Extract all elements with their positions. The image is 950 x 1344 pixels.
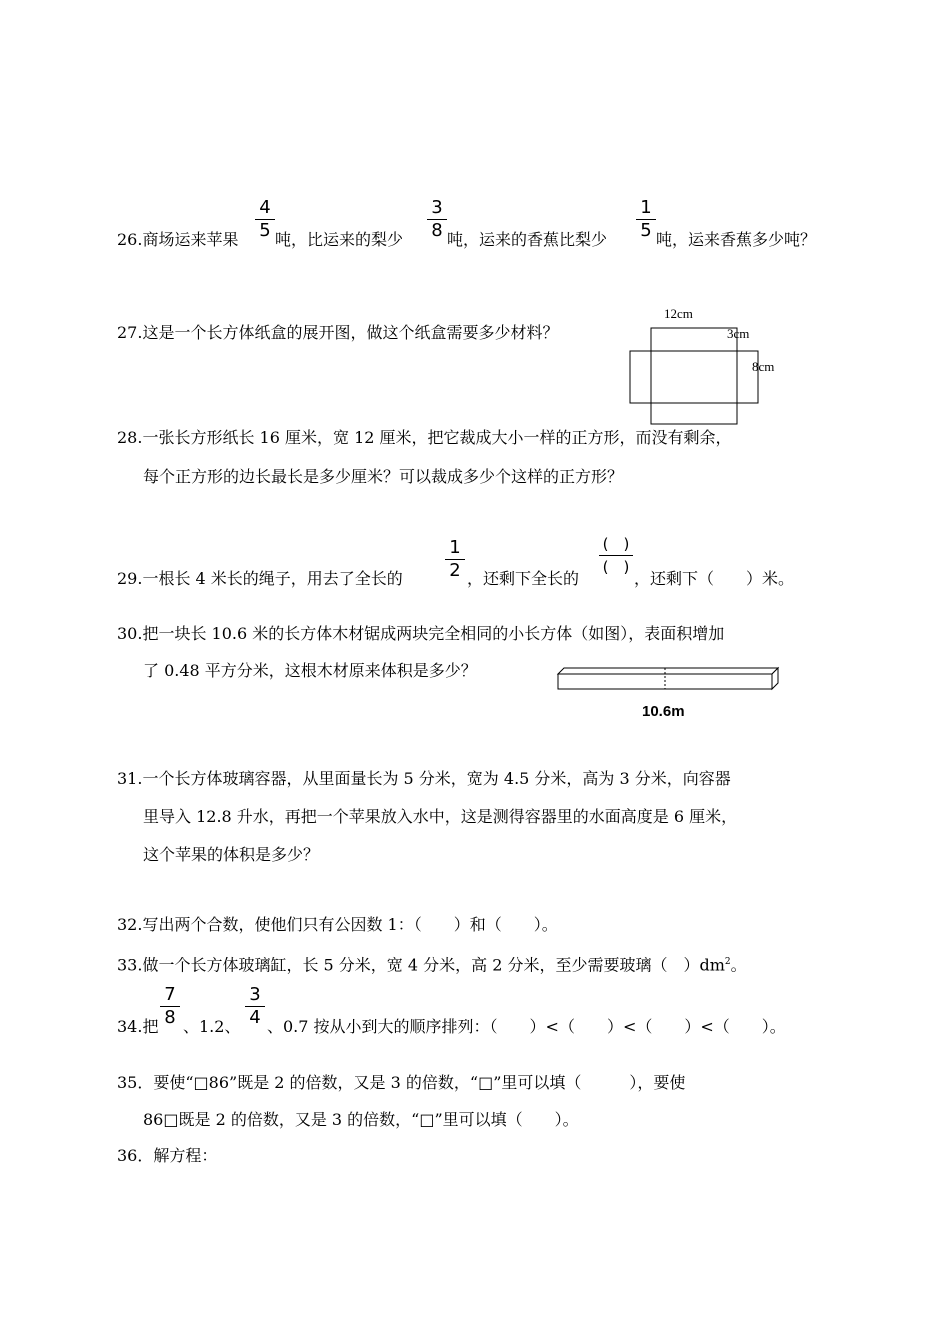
q26-fraction-1 xyxy=(255,198,275,241)
q29-fraction xyxy=(445,538,465,581)
q26-frac1-denominator: 5 xyxy=(259,220,271,241)
net-left-face xyxy=(630,351,651,403)
box-net-diagram xyxy=(625,322,805,442)
net-top-face xyxy=(651,328,737,351)
q36-text: 36．解方程： xyxy=(117,1146,218,1165)
q34-fraction-2 xyxy=(245,985,265,1028)
q27-text: 27.这是一个长方体纸盒的展开图，做这个纸盒需要多少材料？ xyxy=(117,323,559,342)
label-8cm: 8cm xyxy=(752,359,775,374)
label-10-6m: 10.6m xyxy=(642,703,685,720)
q33-end: 。 xyxy=(730,955,747,975)
q34-frac2-denominator: 4 xyxy=(249,1007,261,1028)
q26-frac3-numerator: 1 xyxy=(640,197,652,218)
q28-line1: 28.一张长方形纸长 16 厘米，宽 12 厘米，把它裁成大小一样的正方形，而没有剩余， xyxy=(117,428,732,447)
q35-line1[interactable]: 35．要使“□86”既是 2 的倍数，又是 3 的倍数，“□”里可以填（ ），要使 xyxy=(117,1073,686,1092)
q34-suffix[interactable]: 、0.7 按从小到大的顺序排列：（ ）<（ ）<（ ）<（ ）。 xyxy=(267,1017,786,1036)
q34-frac2-numerator: 3 xyxy=(249,984,261,1005)
q31-line2: 里导入 12.8 升水，再把一个苹果放入水中，这是测得容器里的水面高度是 6 厘米， xyxy=(143,807,738,826)
q26-fraction-2 xyxy=(427,198,447,241)
q26-frac1-numerator: 4 xyxy=(259,197,271,218)
q34-frac1-denominator: 8 xyxy=(164,1007,176,1028)
q30-line1: 30.把一块长 10.6 米的长方体木材锯成两块完全相同的小长方体（如图），表面积增加 xyxy=(117,624,725,643)
q26-fraction-3 xyxy=(636,198,656,241)
fraction-bar xyxy=(599,555,633,556)
q35-line2[interactable]: 86□既是 2 的倍数，又是 3 的倍数，“□”里可以填（ ）。 xyxy=(143,1110,579,1129)
q33-text: 33.做一个长方体玻璃缸，长 5 分米，宽 4 分米，高 2 分米，至少需要玻璃（ ）dm xyxy=(117,955,725,975)
q26-prefix: 26.商场运来苹果 xyxy=(117,230,239,249)
q26-part4: 吨，运来香蕉多少吨？ xyxy=(656,230,817,249)
q26-frac2-denominator: 8 xyxy=(431,220,443,241)
q34-prefix: 34.把 xyxy=(117,1017,159,1036)
q26-frac2-numerator: 3 xyxy=(431,197,443,218)
q33-line[interactable] xyxy=(117,951,747,976)
q29-middle: ，还剩下全长的 xyxy=(467,569,580,588)
q26-part2: 吨，比运来的梨少 xyxy=(275,230,404,249)
q28-line2: 每个正方形的边长最长是多少厘米？可以裁成多少个这样的正方形？ xyxy=(143,467,624,486)
q29-frac-numerator: 1 xyxy=(449,537,461,558)
label-12cm: 12cm xyxy=(664,306,693,321)
block-top-face xyxy=(558,668,778,674)
q29-prefix: 29.一根长 4 米长的绳子，用去了全长的 xyxy=(117,569,403,588)
q34-frac1-numerator: 7 xyxy=(164,984,176,1005)
q29-blank-numerator: ( ) xyxy=(602,535,630,553)
net-front-face xyxy=(651,351,737,403)
net-bottom-face xyxy=(651,403,737,424)
q29-blank-denominator: ( ) xyxy=(602,558,630,576)
label-3cm: 3cm xyxy=(727,326,750,341)
q29-blank-fraction[interactable] xyxy=(599,534,633,577)
q29-suffix: ，还剩下（ ）米。 xyxy=(634,569,795,588)
q32-text[interactable]: 32.写出两个合数，使他们只有公因数 1：（ ）和（ ）。 xyxy=(117,915,558,934)
q31-line1: 31.一个长方体玻璃容器，从里面量长为 5 分米，宽为 4.5 分米，高为 3 分米，向容器 xyxy=(117,769,731,788)
q34-fraction-1 xyxy=(160,985,180,1028)
q34-middle: 、1.2、 xyxy=(183,1017,241,1036)
wood-block-diagram xyxy=(555,664,785,694)
q33-superscript: 2 xyxy=(724,957,731,967)
q30-line2: 了 0.48 平方分米，这根木材原来体积是多少？ xyxy=(143,661,477,680)
q26-part3: 吨，运来的香蕉比梨少 xyxy=(447,230,608,249)
q29-frac-denominator: 2 xyxy=(449,560,461,581)
q31-line3: 这个苹果的体积是多少？ xyxy=(143,845,320,864)
q26-frac3-denominator: 5 xyxy=(640,220,652,241)
